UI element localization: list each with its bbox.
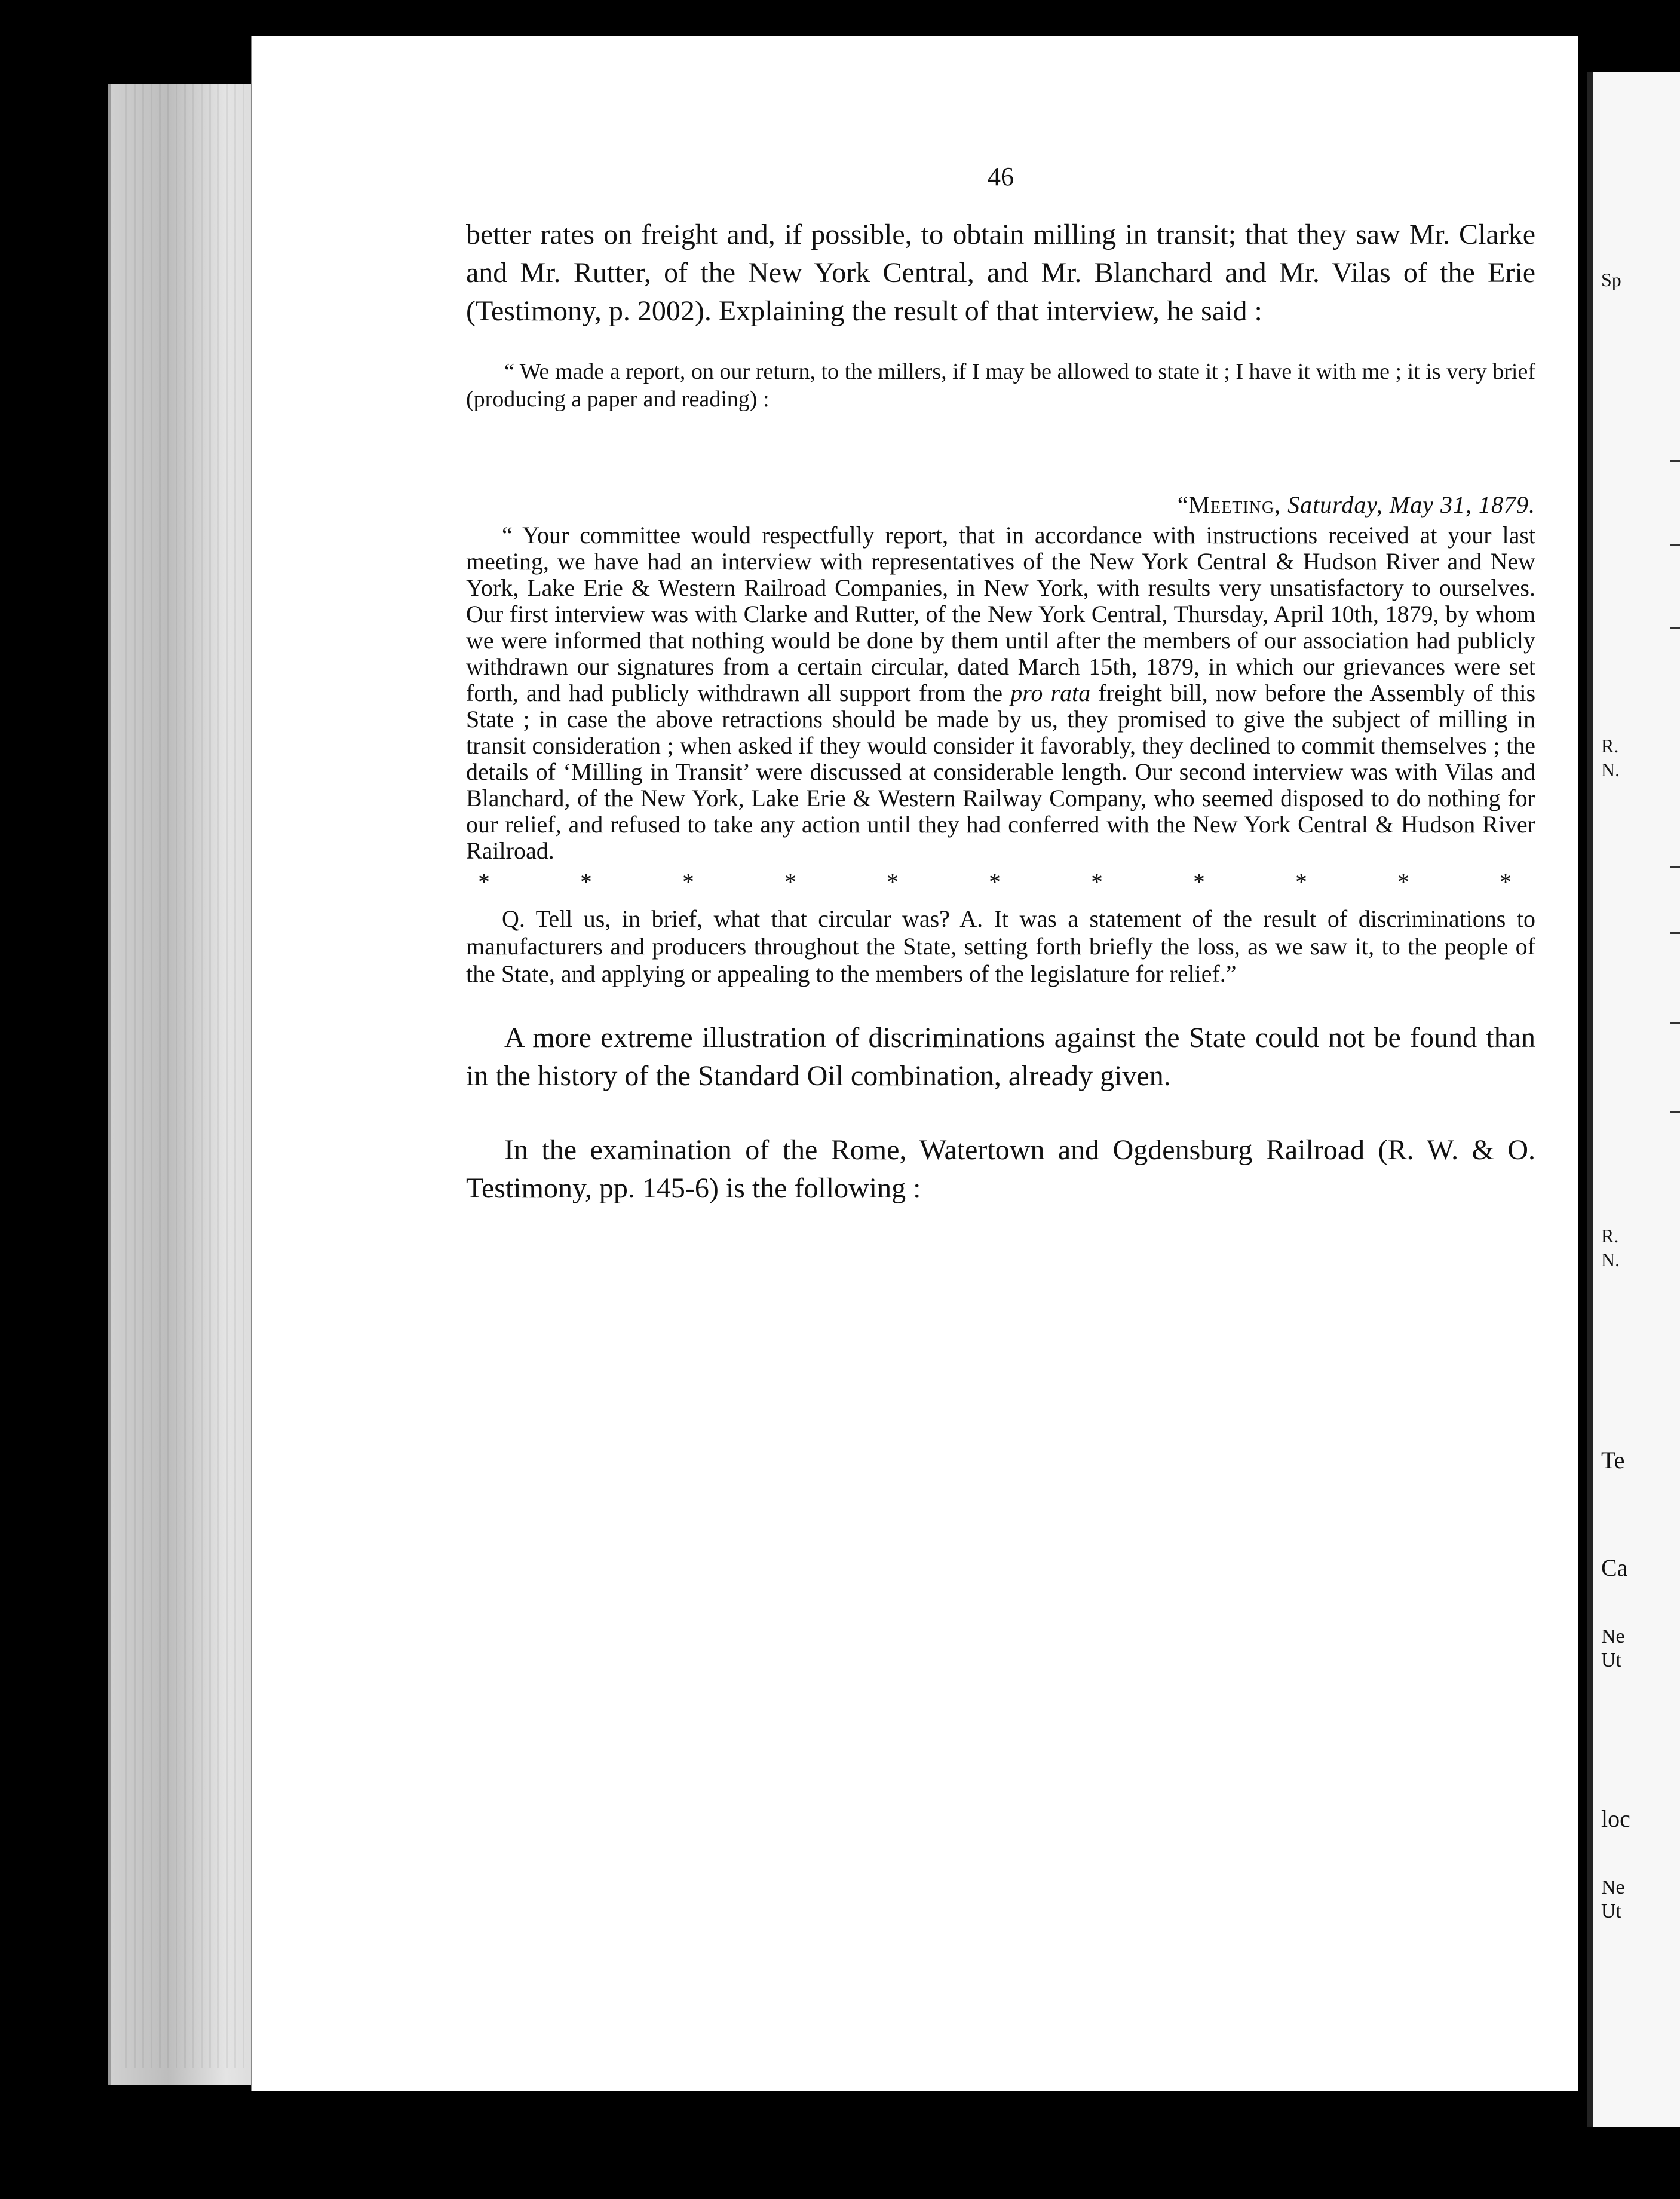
facing-page-fragment: Ca: [1601, 1554, 1628, 1581]
star: *: [1193, 868, 1205, 895]
page-number: 46: [988, 162, 1014, 191]
facing-page-rule: [1670, 932, 1680, 934]
report-italic-term: pro rata: [1010, 679, 1091, 706]
facing-page-fragment: N.: [1601, 759, 1620, 780]
facing-page-fragment: N.: [1601, 1249, 1620, 1270]
star: *: [784, 868, 796, 895]
facing-page-fragment: loc: [1601, 1805, 1630, 1832]
star: *: [887, 868, 899, 895]
star: *: [478, 868, 490, 895]
facing-page-rule: [1670, 460, 1680, 462]
rome-railroad-paragraph: In the examination of the Rome, Watertown and Ogdensburg Railroad (R. W. & O. Testimony, pp. 145-6) is the following :: [466, 1134, 1535, 1204]
star: *: [1500, 868, 1512, 895]
intro-paragraph: better rates on freight and, if possible, to obtain milling in transit; that they saw Mr. Clarke and Mr. Rutter, of the New York Central, and Mr. Blanchard and Mr. Vilas of the Erie (Testimony, p. 2002). Explaining the result of that interview, he said :: [466, 219, 1535, 327]
facing-page-sliver: [1587, 72, 1680, 2127]
facing-page-rule: [1670, 627, 1680, 629]
facing-page-fragment: Ut: [1601, 1900, 1621, 1922]
page-content: [466, 161, 1535, 1208]
star: *: [989, 868, 1001, 895]
facing-page-rule: [1670, 866, 1680, 868]
committee-report: [466, 522, 1535, 864]
meeting-heading-prefix: “Meeting,: [1177, 491, 1282, 518]
star: *: [580, 868, 592, 895]
meeting-heading-date: Saturday, May 31, 1879.: [1287, 491, 1535, 518]
facing-page-fragment: Ne: [1601, 1625, 1625, 1647]
standard-oil-paragraph: A more extreme illustration of discriminations against the State could not be found than in the history of the Standard Oil combination, already given.: [466, 1022, 1535, 1092]
facing-page-rule: [1670, 544, 1680, 546]
facing-page-rule: [1670, 1111, 1680, 1113]
qa-paragraph: Q. Tell us, in brief, what that circular was? A. It was a statement of the result of discriminations to manufacturers and producers throughout the State, setting forth briefly the loss, as we saw it, to the people of the State, and applying or appealing to the members of the legislature for relief.”: [466, 905, 1535, 987]
report-text-part2: freight bill, now before the Assembly of this State ; in case the above retractions should be made by us, they promised to give the subject of milling in transit consideration ; when asked if they would consider it favorably, they declined to commit themselves ; the details of ‘Milling in Transit’ were discussed at considerable length. Our second interview was with Vilas and Blanchard, of the New York, Lake Erie & Western Railway Company, who seemed disposed to do nothing for our relief, and refused to take any action until they had conferred with the New York Central & Hudson River Railroad.: [466, 679, 1536, 864]
facing-page-fragment: R.: [1601, 735, 1619, 757]
star: *: [682, 868, 694, 895]
star: *: [1295, 868, 1307, 895]
report-text-part1: “ Your committee would respectfully report, that in accordance with instructions received at your last meeting, we have had an interview with representatives of the New York Central & Hudson River and New York, Lake Erie & Western Railroad Companies, in New York, with results very unsatisfactory to ourselves. Our first interview was with Clarke and Rutter, of the New York Central, Thursday, April 10th, 1879, by whom we were informed that nothing would be done by them until after the members of our association had publicly withdrawn our signatures from a certain circular, dated March 15th, 1879, in which our grievances were set forth, and had publicly withdrawn all support from the: [466, 522, 1535, 706]
facing-page-rule: [1670, 1022, 1680, 1024]
facing-page-fragment: Te: [1601, 1447, 1625, 1474]
star: *: [1397, 868, 1409, 895]
facing-page-fragment: R.: [1601, 1225, 1619, 1246]
quote-opening: “ We made a report, on our return, to the millers, if I may be allowed to state it ; I have it with me ; it is very brief (producing a paper and reading) :: [466, 359, 1535, 412]
facing-page-fragment: Ut: [1601, 1649, 1621, 1671]
star: *: [1091, 868, 1103, 895]
ellipsis-stars: [466, 864, 1535, 896]
facing-page-fragment: Ne: [1601, 1876, 1625, 1898]
facing-page-fragment: Sp: [1601, 269, 1621, 290]
meeting-heading: [466, 491, 1535, 519]
